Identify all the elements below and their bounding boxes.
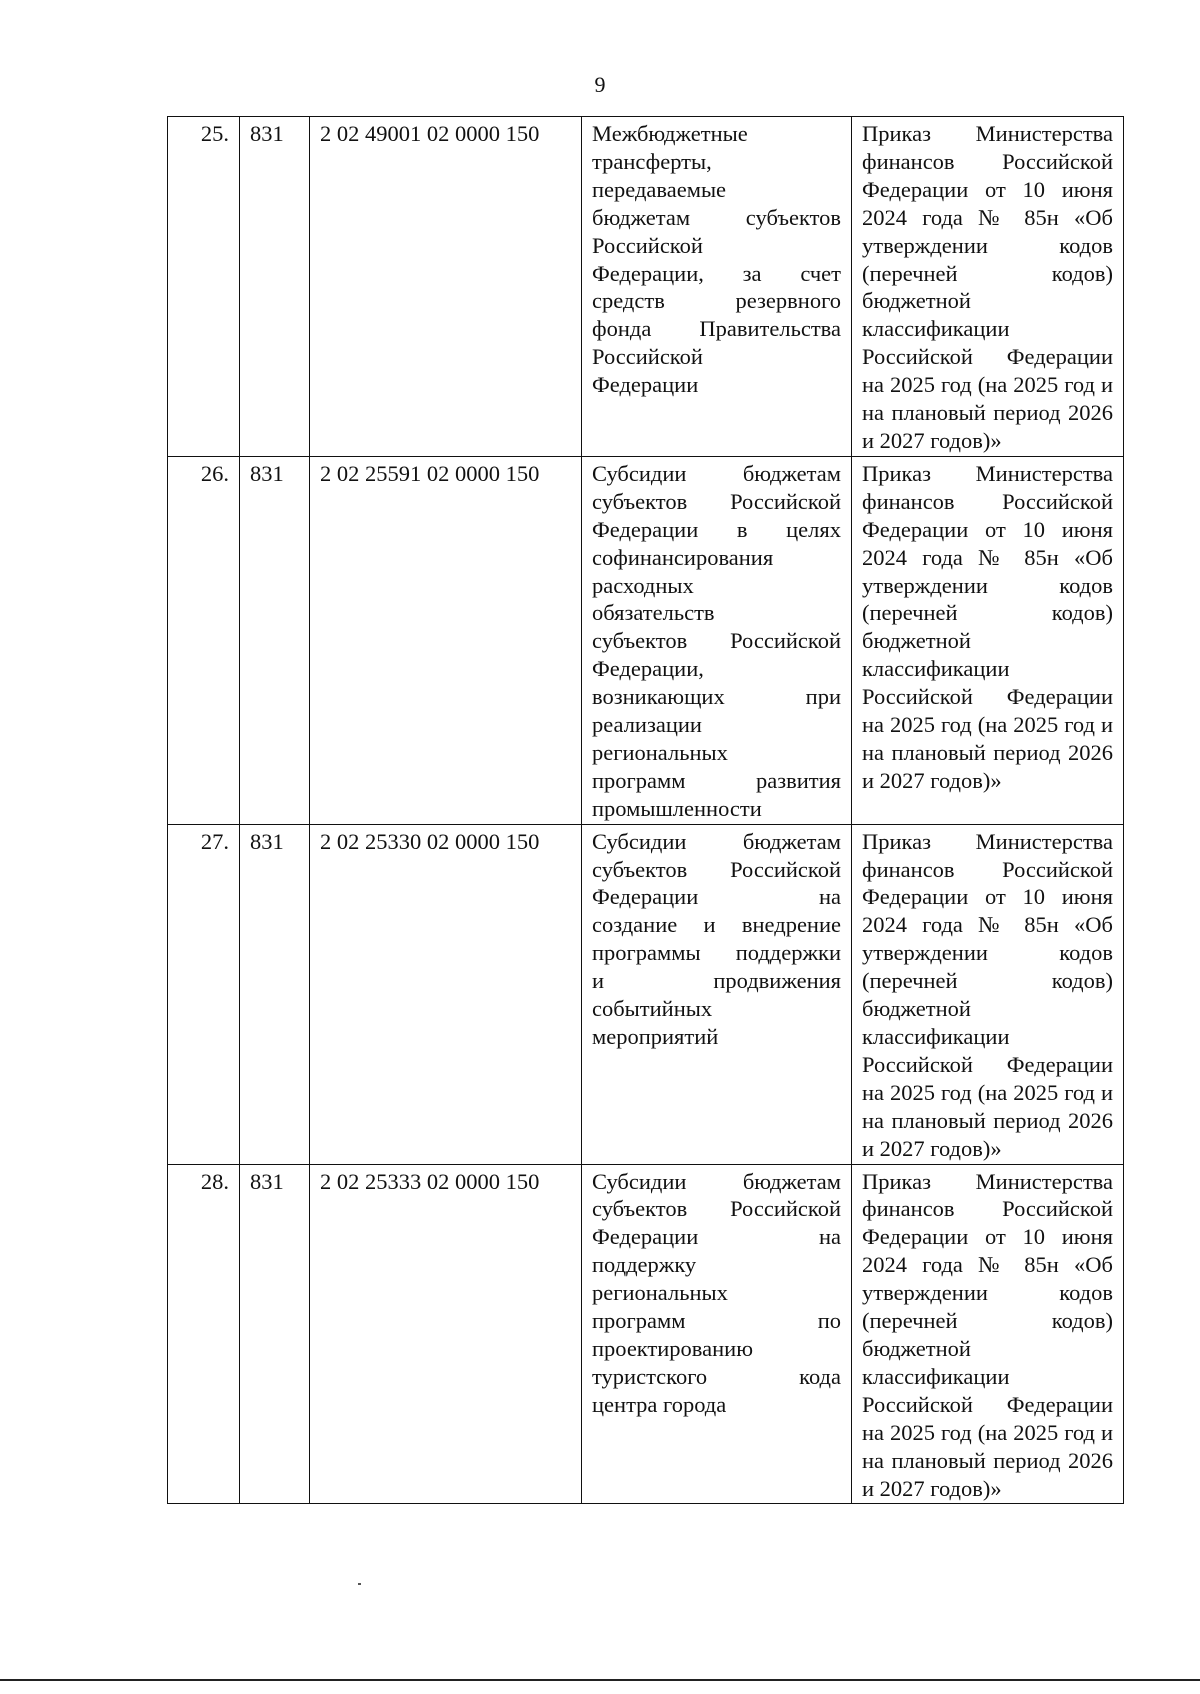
legal-basis-line: на плановый период 2026 [862,1107,1113,1133]
legal-basis-line: Российской Федерации [862,344,1113,370]
revenue-name-line: промышленности [592,795,762,821]
legal-basis-line: 2024 года № 85н «Об [862,912,1113,938]
legal-basis [852,824,1124,1164]
legal-basis-line: Федерации от 10 июня [862,516,1113,542]
legal-basis-line: утверждении кодов [862,1280,1113,1306]
legal-basis-line: на 2025 год (на 2025 год и [862,712,1113,738]
revenue-name-line: реализации [592,712,702,738]
budget-classification-code: 2 02 49001 02 0000 150 [310,117,582,457]
bottom-scan-edge [0,1679,1200,1681]
legal-basis-line: на 2025 год (на 2025 год и [862,372,1113,398]
revenue-name-line: и продвижения [592,968,841,994]
row-number: 26. [168,456,240,824]
revenue-name-line: поддержку [592,1252,697,1278]
revenue-name-line: Федерации в целях [592,516,841,542]
revenue-name-line: региональных [592,1280,728,1306]
revenue-name-line: центра города [592,1391,727,1417]
revenue-name-line: фонда Правительства [592,316,841,342]
revenue-name-line: программ по [592,1308,841,1334]
scan-speck [358,1583,361,1585]
revenue-name-line: софинансирования [592,544,774,570]
legal-basis-line: Федерации от 10 июня [862,176,1113,202]
legal-basis-line: классификации [862,656,1010,682]
legal-basis-line: на плановый период 2026 [862,739,1113,765]
legal-basis-line: на 2025 год (на 2025 год и [862,1079,1113,1105]
revenue-name-line: туристского кода [592,1363,841,1389]
legal-basis-line: бюджетной [862,288,971,314]
legal-basis-line: Приказ Министерства [862,121,1113,146]
revenue-name-line: событийных [592,996,713,1022]
legal-basis-line: Федерации от 10 июня [862,1224,1113,1250]
table-row [168,1164,1124,1504]
legal-basis-line: классификации [862,316,1010,342]
legal-basis-line: утверждении кодов [862,232,1113,258]
legal-basis-line: и 2027 годов)» [862,1475,1002,1501]
legal-basis-line: утверждении кодов [862,572,1113,598]
revenue-name-line: Субсидии бюджетам [592,828,841,854]
revenue-name-line: Межбюджетные [592,121,748,146]
legal-basis-line: Приказ Министерства [862,460,1113,486]
legal-basis-line: финансов Российской [862,856,1113,882]
legal-basis-line: Российской Федерации [862,1391,1113,1417]
budget-classification-code: 2 02 25330 02 0000 150 [310,824,582,1164]
legal-basis-line: 2024 года № 85н «Об [862,204,1113,230]
revenue-name [582,456,852,824]
legal-basis-line: бюджетной [862,1335,971,1361]
legal-basis-line: и 2027 годов)» [862,767,1002,793]
admin-code: 831 [240,1164,310,1504]
revenue-name-line: субъектов Российской [592,628,841,654]
legal-basis-line: финансов Российской [862,1196,1113,1222]
legal-basis-line: (перечней кодов) [862,600,1113,626]
table-row [168,824,1124,1164]
budget-codes-table [167,116,1124,1504]
revenue-name [582,1164,852,1504]
legal-basis [852,456,1124,824]
legal-basis-line: Приказ Министерства [862,828,1113,854]
row-number: 25. [168,117,240,457]
revenue-name-line: расходных [592,572,694,598]
admin-code: 831 [240,824,310,1164]
table-row [168,456,1124,824]
legal-basis-line: (перечней кодов) [862,1308,1113,1334]
revenue-name-line: передаваемые [592,176,727,202]
revenue-name [582,824,852,1164]
legal-basis-line: Приказ Министерства [862,1168,1113,1194]
legal-basis-line: финансов Российской [862,148,1113,174]
legal-basis-line: и 2027 годов)» [862,427,1002,453]
revenue-name-line: бюджетам субъектов [592,204,841,230]
revenue-name-line: проектированию [592,1335,754,1361]
revenue-name-line: Российской [592,232,703,258]
legal-basis-line: бюджетной [862,628,971,654]
revenue-name-line: Федерации, за счет [592,260,841,286]
revenue-name-line: обязательств [592,600,715,626]
legal-basis-line: 2024 года № 85н «Об [862,544,1113,570]
revenue-name-line: региональных [592,739,728,765]
revenue-name-line: трансферты, [592,148,712,174]
revenue-name-line: программы поддержки [592,940,841,966]
legal-basis [852,117,1124,457]
row-number: 27. [168,824,240,1164]
revenue-name-line: Федерации на [592,1224,841,1250]
revenue-name-line: Федерации [592,372,699,398]
revenue-name-line: Федерации, [592,656,704,682]
legal-basis-line: утверждении кодов [862,940,1113,966]
revenue-name-line: мероприятий [592,1024,719,1049]
row-number: 28. [168,1164,240,1504]
revenue-name-line: программ развития [592,767,841,793]
admin-code: 831 [240,456,310,824]
legal-basis-line: Федерации от 10 июня [862,884,1113,910]
legal-basis-line: на 2025 год (на 2025 год и [862,1419,1113,1445]
admin-code: 831 [240,117,310,457]
revenue-name-line: создание и внедрение [592,912,841,938]
table-row [168,117,1124,457]
budget-classification-code: 2 02 25591 02 0000 150 [310,456,582,824]
legal-basis-line: (перечней кодов) [862,260,1113,286]
revenue-name-line: средств резервного [592,288,841,314]
revenue-name-line: субъектов Российской [592,1196,841,1222]
legal-basis-line: классификации [862,1363,1010,1389]
legal-basis-line: финансов Российской [862,488,1113,514]
revenue-name-line: субъектов Российской [592,488,841,514]
revenue-name-line: Субсидии бюджетам [592,1168,841,1194]
legal-basis [852,1164,1124,1504]
legal-basis-line: классификации [862,1024,1010,1049]
budget-classification-code: 2 02 25333 02 0000 150 [310,1164,582,1504]
legal-basis-line: Российской Федерации [862,1051,1113,1077]
legal-basis-line: на плановый период 2026 [862,1447,1113,1473]
revenue-name-line: Субсидии бюджетам [592,460,841,486]
legal-basis-line: бюджетной [862,996,971,1022]
legal-basis-line: 2024 года № 85н «Об [862,1252,1113,1278]
revenue-name-line: Российской [592,344,703,370]
revenue-name-line: субъектов Российской [592,856,841,882]
legal-basis-line: (перечней кодов) [862,968,1113,994]
revenue-name-line: Федерации на [592,884,841,910]
revenue-name [582,117,852,457]
page-number: 9 [594,72,606,97]
legal-basis-line: Российской Федерации [862,684,1113,710]
revenue-name-line: возникающих при [592,684,841,710]
legal-basis-line: и 2027 годов)» [862,1135,1002,1161]
legal-basis-line: на плановый период 2026 [862,400,1113,426]
table-body [168,117,1124,1504]
